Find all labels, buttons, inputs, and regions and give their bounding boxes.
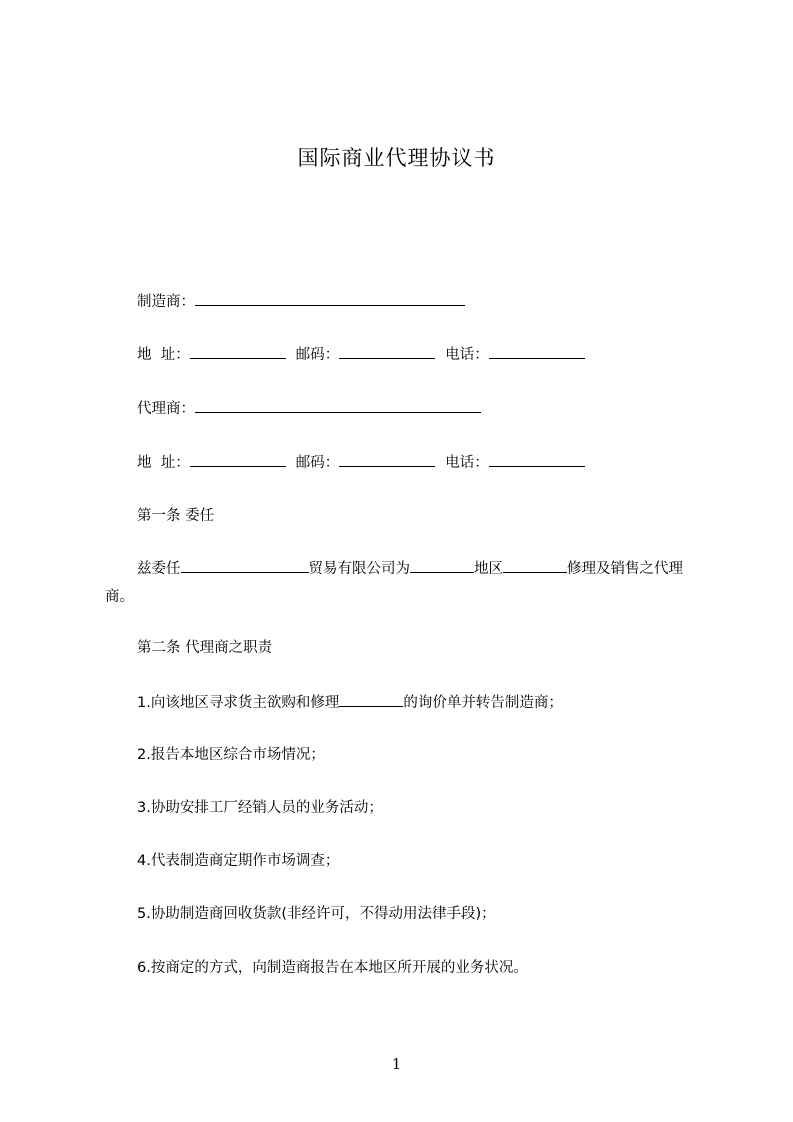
agent-contact-line: [137, 452, 585, 473]
article1-text-part2: 贸易有限公司为: [308, 561, 410, 577]
manufacturer-blank: [195, 291, 465, 306]
article1-text-part4: 修理及销售之代理商。: [105, 561, 683, 605]
agent-phone-blank: [489, 452, 585, 467]
article2-item6: 6.按商定的方式，向制造商报告在本地区所开展的业务状况。: [137, 960, 528, 976]
manufacturer-line: [137, 291, 465, 312]
product-blank: [503, 558, 567, 573]
manufacturer-label: 制造商：: [137, 294, 195, 310]
agent-postcode-label: 邮码：: [295, 455, 340, 471]
article2-item5: 5.协助制造商回收货款(非经许可，不得动用法律手段)；: [137, 906, 496, 922]
agent-phone-label: 电话：: [445, 455, 489, 471]
agent-blank: [195, 398, 481, 413]
article1-text-part3: 地区: [474, 561, 503, 577]
agent-company-blank: [181, 558, 309, 573]
manufacturer-postcode-blank: [339, 344, 435, 359]
manufacturer-phone-label: 电话：: [445, 347, 489, 363]
document-title: 国际商业代理协议书: [297, 146, 496, 170]
manufacturer-postcode-label: 邮码：: [295, 347, 340, 363]
article2-item1-part2: 的询价单并转告制造商；: [403, 695, 563, 711]
article1-text: [105, 555, 705, 611]
agent-line: [137, 398, 481, 419]
article1-heading: 第一条 委任: [137, 508, 215, 524]
article1-text-part1: 兹委任: [137, 561, 181, 577]
agent-address-label: 地 址：: [137, 455, 190, 471]
page-number: 1: [391, 1055, 402, 1073]
article2-item1: [137, 692, 563, 713]
manufacturer-phone-blank: [489, 344, 585, 359]
article2-heading: 第二条 代理商之职责: [137, 640, 273, 656]
article2-item1-blank: [339, 692, 403, 707]
article2-item3: 3.协助安排工厂经销人员的业务活动；: [137, 800, 383, 816]
region-blank: [410, 558, 474, 573]
article2-item1-part1: 1.向该地区寻求货主欲购和修理: [137, 695, 340, 711]
manufacturer-address-blank: [190, 344, 286, 359]
manufacturer-address-label: 地 址：: [137, 347, 190, 363]
article2-item2: 2.报告本地区综合市场情况；: [137, 747, 325, 763]
article2-item4: 4.代表制造商定期作市场调查；: [137, 853, 340, 869]
agent-address-blank: [190, 452, 286, 467]
agent-postcode-blank: [339, 452, 435, 467]
agent-label: 代理商：: [137, 401, 195, 417]
manufacturer-contact-line: [137, 344, 585, 365]
